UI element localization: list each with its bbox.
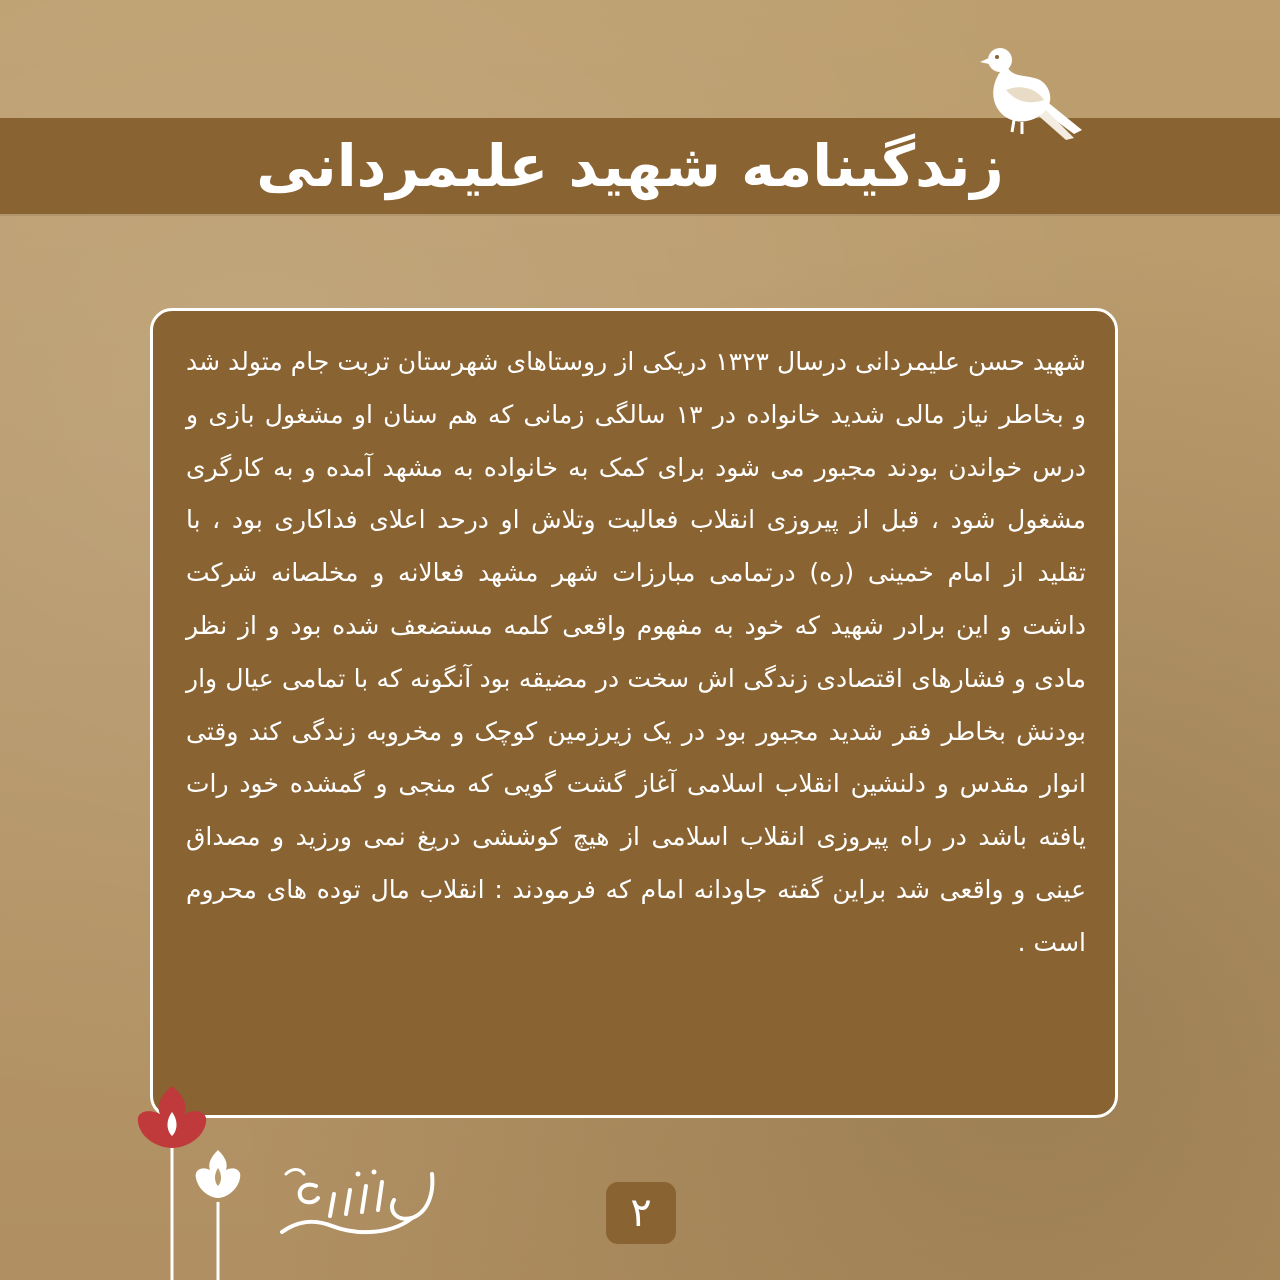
calligraphy-logo [262, 1160, 446, 1246]
page-number: ۲ [606, 1182, 676, 1244]
biography-text: شهید حسن علیمردانی درسال ۱۳۲۳ دریکی از روستاهای شهرستان تربت جام متولد شد و بخاطر نیاز مالی شدید خانواده در ۱۳ سالگی زمانی که هم سنان او مشغول بازی و درس خواندن بودند مجبور می شود برای کمک به خانواده به مشهد آمده و به کارگری مشغول شود ، قبل از پیروزی انقلاب فعالیت وتلاش او درحد اعلای فداکاری بود ، با تقلید از امام خمینی (ره) درتمامی مبارزات شهر مشهد فعالانه و مخلصانه شرکت داشت و این برادر شهید که خود به مفهوم واقعی کلمه مستضعف شده بود و از نظر مادی و فشارهای اقتصادی زندگی اش سخت در مضیقه بود آنگونه که با تمامی عیال وار بودنش بخاطر فقر شدید مجبور بود در یک زیرزمین کوچک و مخروبه زندگی کند وقتی انوار مقدس و دلنشین انقلاب اسلامی آغاز گشت گویی که منجی و گمشده خود رات یافته باشد در راه پیروزی انقلاب اسلامی از هیچ کوششی دریغ نمی ورزید و مصداق عینی و واقعی شد براین گفته جاودانه امام که فرمودند : انقلاب مال توده های محروم است . [186, 347, 1086, 957]
tulip-icon [120, 1076, 260, 1280]
page-title: زندگینامه شهید علیمردانی [256, 132, 1004, 200]
dove-icon [970, 34, 1090, 144]
